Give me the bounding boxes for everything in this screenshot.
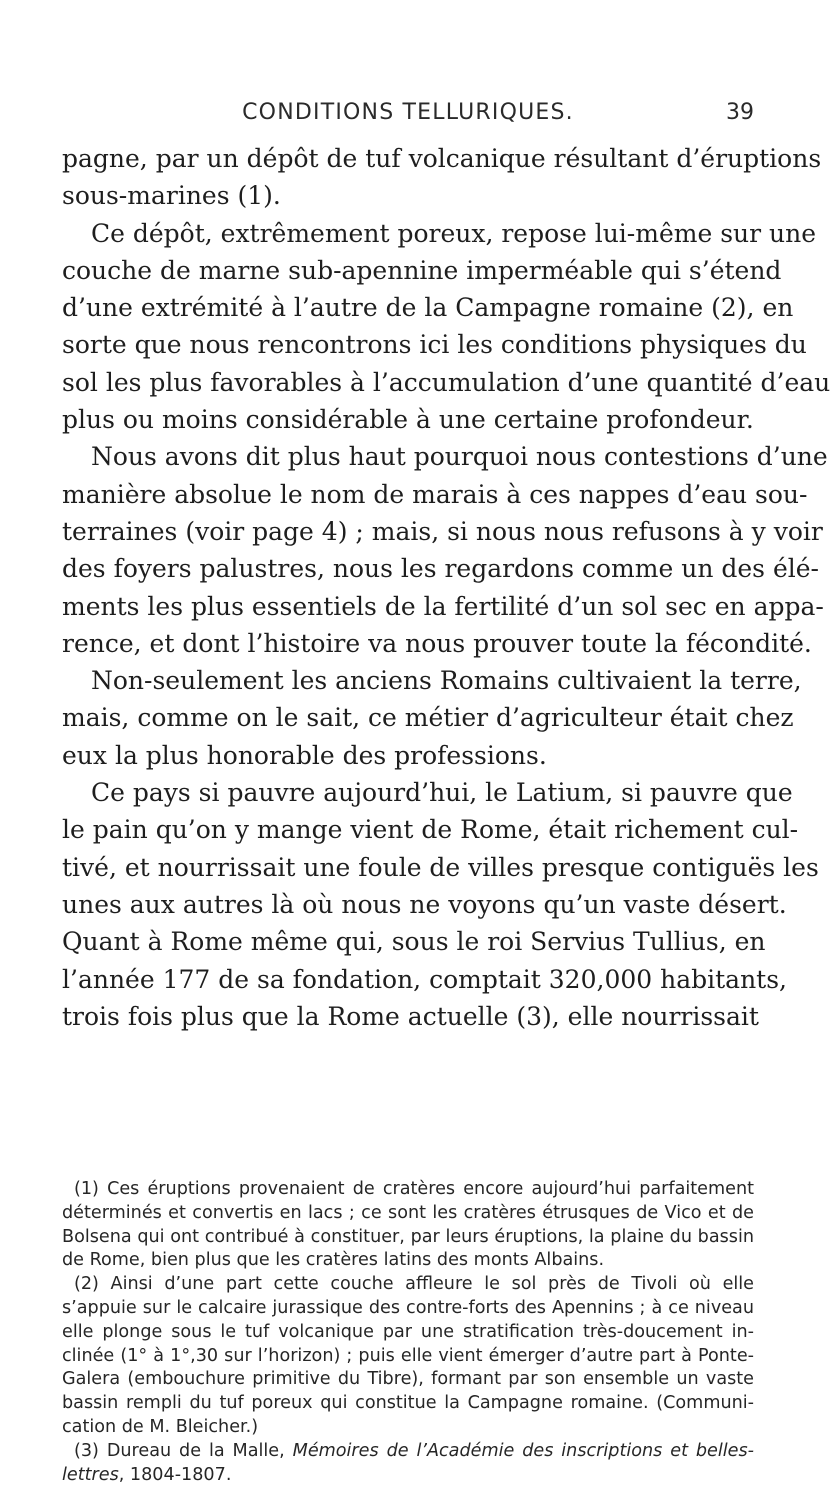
footnote-line: (2) Ainsi d’une part cette couche affleure le sol près de Tivoli où elle [74,1274,754,1295]
body-line: manière absolue le nom de marais à ces nappes d’eau sou- [62,479,808,509]
body-line: ments les plus essentiels de la fertilité d’un sol sec en appa- [62,591,824,621]
body-line: Non-seulement les anciens Romains cultivaient la terre, [91,666,802,696]
body-line: Nous avons dit plus haut pourquoi nous contestions d’une [91,442,828,472]
footnote-line: Galera (embouchure primitive du Tibre), formant par son ensemble un vaste [62,1369,754,1390]
body-line: mais, comme on le sait, ce métier d’agriculteur était chez [62,703,794,733]
page-header [62,100,754,130]
body-line: Quant à Rome même qui, sous le roi Servius Tullius, en [62,927,766,957]
body-line: rence, et dont l’histoire va nous prouver toute la fécondité. [62,628,812,658]
footnote-line: de Rome, bien plus que les cratères latins des monts Albains. [62,1250,605,1271]
footnote-line: déterminés et convertis en lacs ; ce sont les cratères étrusques de Vico et de [62,1202,754,1223]
footnote-3-title-cont: lettres [62,1464,119,1485]
body-line: eux la plus honorable des professions. [62,740,547,770]
body-line: sol les plus favorables à l’accumulation d’une quantité d’eau [62,367,830,397]
footnote-line: cation de M. Bleicher.) [62,1416,259,1437]
footnote-3-author: (3) Dureau de la Malle, [74,1440,293,1461]
footnote-line: Bolsena qui ont contribué à constituer, par leurs éruptions, la plaine du bassin [62,1226,754,1247]
footnote-line: (1) Ces éruptions provenaient de cratères encore aujourd’hui parfaitement [74,1179,754,1199]
footnote-line [62,1440,754,1464]
footnote-3-dates: , 1804-1807. [118,1464,232,1485]
footnote-2 [62,1273,754,1440]
body-line: sorte que nous rencontrons ici les conditions physiques du [62,330,807,360]
body-line: sous-marines (1). [62,181,281,211]
body-line: Ce pays si pauvre aujourd’hui, le Latium, si pauvre que [91,778,793,808]
page-number: 39 [726,100,754,125]
body-line: l’année 177 de sa fondation, comptait 320,000 habitants, [62,964,787,994]
footnote-line: elle plonge sous le tuf volcanique par une stratification très-doucement in- [62,1321,754,1342]
footnote-line [62,1464,754,1487]
footnote-3 [62,1440,754,1487]
body-line: pagne, par un dépôt de tuf volcanique résultant d’éruptions [62,144,822,173]
body-line: terraines (voir page 4) ; mais, si nous nous refusons à y voir [62,516,823,546]
body-line: plus ou moins considérable à une certaine profondeur. [62,405,754,435]
footnote-line: clinée (1° à 1°,30 sur l’horizon) ; puis elle vient émerger d’autre part à Ponte- [62,1345,754,1366]
body-line: des foyers palustres, nous les regardons comme un des élé- [62,554,819,584]
running-title: CONDITIONS TELLURIQUES. [242,100,574,125]
footnote-line: bassin rempli du tuf poreux qui constitue la Campagne romaine. (Communi- [62,1393,754,1414]
footnote-line: s’appuie sur le calcaire jurassique des contre-forts des Apennins ; à ce niveau [62,1297,754,1318]
footnote-1 [62,1178,754,1273]
body-line: couche de marne sub-apennine imperméable qui s’étend [62,255,782,285]
body-line: unes aux autres là où nous ne voyons qu’un vaste désert. [62,889,787,919]
body-text [62,140,830,1035]
body-line: d’une extrémité à l’autre de la Campagne romaine (2), en [62,293,794,323]
body-line: le pain qu’on y mange vient de Rome, était richement cul- [62,815,799,845]
footnote-3-title: Mémoires de l’Académie des inscriptions et belles- [292,1440,754,1461]
body-line: Ce dépôt, extrêmement poreux, repose lui-même sur une [91,218,817,248]
footnotes [62,1178,754,1487]
body-line: tivé, et nourrissait une foule de villes presque contiguës les [62,852,819,882]
body-line: trois fois plus que la Rome actuelle (3), elle nourrissait [62,1001,759,1031]
